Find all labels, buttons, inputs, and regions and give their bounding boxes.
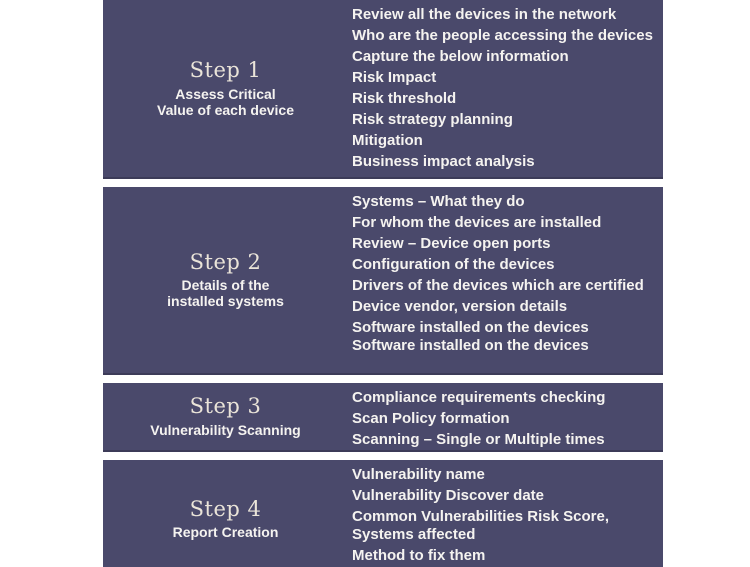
step-item-list	[352, 389, 655, 449]
list-item: Review all the devices in the network	[352, 6, 617, 23]
step-title: Step 1	[189, 58, 262, 83]
step-block	[103, 383, 663, 452]
step-item-list	[352, 193, 655, 355]
list-item: Scan Policy formation	[352, 410, 510, 427]
list-item: Vulnerability name	[352, 466, 485, 483]
step-block	[103, 460, 663, 567]
step-details	[348, 383, 663, 450]
list-item: Review – Device open ports	[352, 235, 551, 252]
list-item: Vulnerability Discover date	[352, 487, 545, 504]
step-subtitle	[150, 423, 300, 439]
list-item: Configuration of the devices	[352, 256, 555, 273]
list-item: Systems – What they do	[352, 193, 525, 210]
list-item: Software installed on the devices Software installed on the devices	[352, 319, 589, 354]
step-details	[348, 0, 663, 177]
step-item-list	[352, 466, 655, 565]
step-title: Step 2	[189, 249, 262, 274]
list-item: Risk strategy planning	[352, 111, 513, 128]
step-subtitle-line: Details of the	[181, 277, 270, 294]
list-item: Device vendor, version details	[352, 298, 568, 315]
steps-stack	[103, 0, 663, 567]
step-subtitle	[167, 278, 284, 310]
step-block	[103, 0, 663, 179]
step-subtitle-line: installed systems	[167, 293, 284, 310]
list-item: Compliance requirements checking	[352, 389, 606, 406]
step-subtitle	[157, 87, 294, 119]
list-item: Scanning – Single or Multiple times	[352, 431, 605, 448]
step-subtitle-line: Assess Critical	[175, 85, 276, 102]
step-details	[348, 187, 663, 373]
list-item: Who are the people accessing the devices	[352, 27, 653, 44]
step-title: Step 4	[189, 496, 262, 521]
step-header	[103, 383, 348, 450]
step-header	[103, 460, 348, 567]
step-block	[103, 187, 663, 375]
list-item: Risk Impact	[352, 69, 437, 86]
step-subtitle	[173, 525, 279, 541]
step-subtitle-line: Vulnerability Scanning	[150, 421, 301, 438]
list-item: Capture the below information	[352, 48, 569, 65]
step-subtitle-line: Report Creation	[172, 524, 279, 541]
step-item-list	[352, 6, 655, 171]
list-item: Risk threshold	[352, 90, 457, 107]
list-item: Drivers of the devices which are certified	[352, 277, 644, 294]
list-item: Method to fix them	[352, 547, 486, 564]
list-item: Business impact analysis	[352, 153, 535, 170]
list-item: For whom the devices are installed	[352, 214, 602, 231]
step-title: Step 3	[189, 394, 262, 419]
step-subtitle-line: Value of each device	[157, 101, 294, 118]
step-header	[103, 187, 348, 373]
step-header	[103, 0, 348, 177]
list-item: Mitigation	[352, 132, 423, 149]
step-details	[348, 460, 663, 567]
list-item: Common Vulnerabilities Risk Score, Systems affected	[352, 508, 610, 543]
